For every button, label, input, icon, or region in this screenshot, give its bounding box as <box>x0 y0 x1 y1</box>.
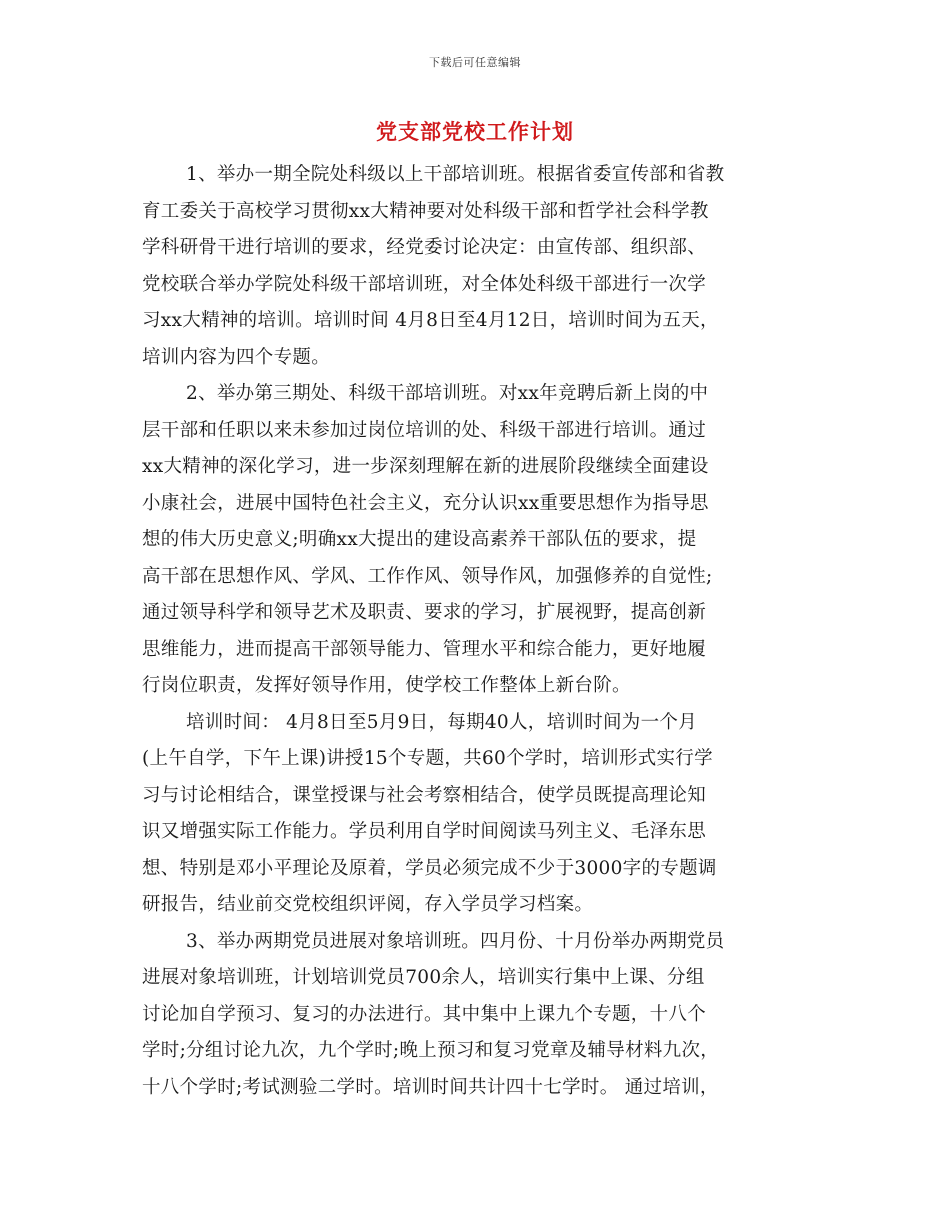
text-line: 行岗位职责，发挥好领导作用，使学校工作整体上新台阶。 <box>142 675 631 696</box>
text-line: 育工委关于高校学习贯彻xx大精神要对处科级干部和哲学社会科学教 <box>142 200 709 222</box>
text-line: 培训内容为四个专题。 <box>142 346 331 368</box>
document-body <box>142 157 822 1106</box>
text-line: 进展对象培训班，计划培训党员700余人，培训实行集中上课、分组 <box>142 967 705 988</box>
text-line: 习xx大精神的培训。培训时间 4月8日至4月12日，培训时间为五天， <box>142 310 719 331</box>
text-line: 党校联合举办学院处科级干部培训班，对全体处科级干部进行一次学 <box>142 273 707 295</box>
text-line: 习与讨论相结合，课堂授课与社会考察相结合，使学员既提高理论知 <box>142 784 707 806</box>
text-line: 想的伟大历史意义;明确xx大提出的建设高素养干部队伍的要求，提 <box>142 529 697 550</box>
text-line: 2、举办第三期处、科级干部培训班。对xx年竞聘后新上岗的中 <box>186 383 709 404</box>
text-line: 讨论加自学预习、复习的办法进行。其中集中上课九个专题，十八个 <box>142 1003 707 1025</box>
text-line: 层干部和任职以来未参加过岗位培训的处、科级干部进行培训。通过 <box>142 419 707 441</box>
text-line: 识又增强实际工作能力。学员利用自学时间阅读马列主义、毛泽东思 <box>142 821 707 842</box>
text-line: xx大精神的深化学习，进一步深刻理解在新的进展阶段继续全面建设 <box>142 456 709 477</box>
text-line: 通过领导科学和领导艺术及职责、要求的学习，扩展视野，提高创新 <box>142 602 707 623</box>
text-line: 学科研骨干进行培训的要求，经党委讨论决定：由宣传部、组织部、 <box>142 237 707 258</box>
text-line: (上午自学，下午上课)讲授15个专题，共60个学时，培训形式实行学 <box>142 748 713 769</box>
text-line: 1、举办一期全院处科级以上干部培训班。根据省委宣传部和省教 <box>186 164 725 185</box>
text-line: 思维能力，进而提高干部领导能力、管理水平和综合能力，更好地履 <box>142 638 707 660</box>
text-line: 小康社会，进展中国特色社会主义，充分认识xx重要思想作为指导思 <box>142 492 709 514</box>
text-line: 培训时间： 4月8日至5月9日，每期40人，培训时间为一个月 <box>186 711 698 733</box>
document-title: 党支部党校工作计划 <box>376 119 574 144</box>
text-line: 高干部在思想作风、学风、工作作风、领导作风，加强修养的自觉性; <box>142 565 713 587</box>
text-line: 3、举办两期党员进展对象培训班。四月份、十月份举办两期党员 <box>186 930 725 952</box>
header-note: 下载后可任意编辑 <box>429 56 521 69</box>
text-line: 学时;分组讨论九次，九个学时;晚上预习和复习党章及辅导材料九次， <box>142 1040 720 1061</box>
text-line: 十八个学时;考试测验二学时。培训时间共计四十七学时。 通过培训， <box>142 1076 719 1098</box>
text-line: 研报告，结业前交党校组织评阅，存入学员学习档案。 <box>142 894 594 915</box>
text-line: 想、特别是邓小平理论及原着，学员必须完成不少于3000字的专题调 <box>142 857 717 879</box>
